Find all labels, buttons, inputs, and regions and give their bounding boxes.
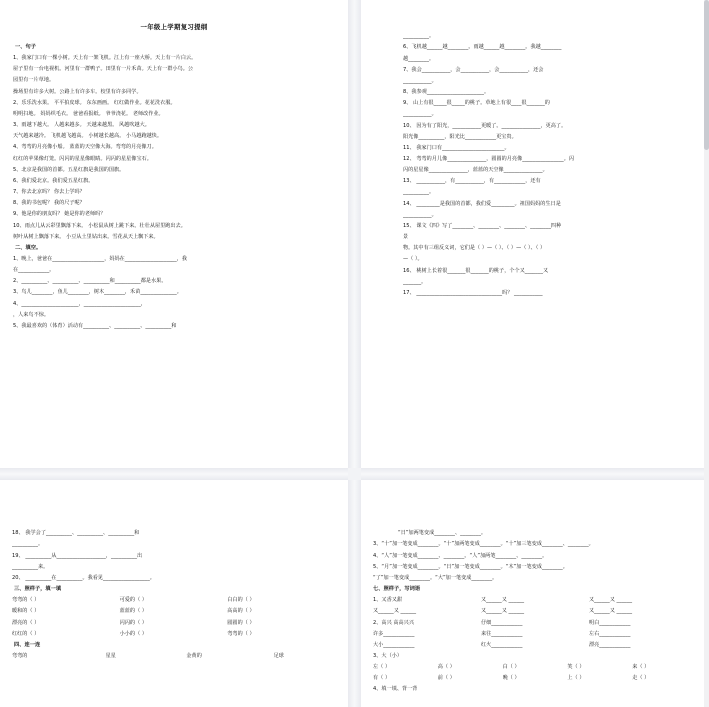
fill-grid-row — [12, 606, 335, 617]
antonym-cell: 左（ ） — [373, 664, 391, 671]
fill-blank-line: 8、我参观______________________。 — [403, 89, 490, 96]
fill-blank-line: 5、我最喜欢的（体育）活动有__________、__________、__________和 — [13, 322, 177, 329]
fill-blank-line: 18、 我学会了__________、__________、__________和 — [12, 530, 140, 537]
fill-cell: 弯弯的（ ） — [227, 630, 255, 637]
text-line: 2、乐乐洗水果。 平平拍皮球。 东东画画。 红红做作业。花花洗衣服。 — [13, 99, 176, 106]
fill-grid-row — [12, 595, 335, 606]
stroke-exercise-line: 4、“人”加一笔变成________、________。“人”加两笔________、________。 — [373, 552, 548, 559]
match-item: 星星 — [105, 653, 116, 659]
fill-blank-line: 10、 因为有了阳光，___________更暖了。_______________，更高了。 — [403, 122, 567, 129]
fill-blank-line: —（ ）。 — [403, 256, 423, 263]
antonym-row — [373, 662, 697, 673]
match-row — [12, 651, 335, 662]
document-page-2[interactable] — [361, 0, 709, 468]
word-pattern-row — [373, 618, 697, 629]
fill-cell: 弯弯的（ ） — [12, 597, 40, 604]
word-cell: 又______又 ______ — [373, 608, 417, 615]
word-cell: 左右____________ — [588, 630, 631, 637]
word-cell: 又______又 ______ — [480, 597, 525, 604]
page-gutter-horizontal-left — [0, 468, 348, 480]
text-line: 天气越来越冷。 飞机越飞越高。 小树越长越高。 小马越跑越快。 — [13, 133, 163, 140]
text-line: 9、他是你的朋友吗？ 她是你的老师吗？ — [13, 211, 106, 218]
stroke-exercise-line: 5、“月”加一笔变成________。“日”加一笔变成________。“木”加一笔变成________。 — [373, 563, 568, 570]
fill-grid-row — [12, 618, 335, 629]
match-item: 弯弯的 — [12, 653, 28, 659]
fill-cell: 可爱的（ ） — [119, 597, 148, 604]
scrollbar-thumb[interactable] — [704, 0, 709, 150]
document-page-3[interactable] — [0, 480, 348, 707]
fill-cell: 蓝蓝的（ ） — [119, 608, 148, 615]
word-cell: 许多____________ — [373, 630, 415, 637]
fill-blank-line: 15、 课文《四》写了________、________、________、________四种 — [403, 222, 562, 229]
fill-blank-line: 1、晚上，爸爸在____________________，妈妈在____________________，我 — [13, 255, 188, 262]
page-title: 一年级上学期复习提纲 — [140, 23, 208, 31]
fill-cell: 闪闪的（ ） — [119, 619, 148, 626]
section-heading-2: 二、填空。 — [15, 244, 42, 251]
section-heading-4: 四、连一连 — [14, 641, 41, 648]
text-line: 园里有一片草地。 — [13, 77, 55, 84]
text-line: 操场里有许多大树。公路上有许多车。校里有许多同学。 — [13, 88, 142, 95]
fill-blank-line: __________。 — [403, 33, 435, 40]
word-cell: 漂亮____________ — [588, 641, 631, 648]
word-pattern-row — [373, 640, 697, 651]
match-item: 足球 — [273, 653, 284, 659]
page-gutter-vertical-bottom — [348, 480, 361, 707]
text-line: 3、雨越下越大。 人越来越多。 天越来越黑。 风越吹越大。 — [13, 122, 150, 129]
section-heading-last: 4、填一填、背一背 — [373, 686, 418, 693]
fill-blank-line: ___________。 — [403, 111, 437, 118]
document-page-1[interactable] — [0, 0, 348, 468]
fill-blank-line: _______。 — [403, 278, 427, 285]
stroke-exercise-line: “了”加一笔变成________。“大”加一笔变成________。 — [373, 574, 498, 581]
word-cell: 大小____________ — [373, 641, 415, 648]
antonym-row — [373, 673, 697, 684]
word-pattern-row — [373, 595, 697, 606]
fill-blank-line: 越________。 — [403, 55, 435, 62]
fill-cell: 高高的（ ） — [227, 608, 255, 615]
page-gutter-horizontal-right — [361, 468, 709, 480]
fill-blank-line: 2、__________、__________、__________和__________都是水果。 — [13, 278, 167, 285]
fill-blank-line: 6、飞机越______越________。雨越______越________。我越________ — [403, 44, 562, 51]
text-line: 1、我家门口有一棵小树。天上有一架飞机。江上有一座大桥。天上有一片白云。 — [13, 55, 197, 62]
scrollbar-track[interactable] — [704, 0, 709, 707]
stroke-exercise-line: “日”加两笔变成________、________。 — [398, 530, 487, 537]
fill-blank-line: ___________。 — [403, 77, 437, 84]
text-line: 6、我们爱北京。我们爱五星红旗。 — [13, 177, 94, 184]
fill-blank-line: 16、 桃树上长着很_______很_______的桃子，个个又_______又 — [403, 267, 549, 274]
antonym-cell: 白（ ） — [502, 664, 520, 671]
fill-blank-line: __________。 — [12, 541, 44, 548]
fill-blank-line: 闪的星星像_______________，蓝蓝的天空像_______________。 — [403, 167, 548, 174]
fill-blank-line: 3、鸟儿________，鱼儿________，树木________，禾苗______________。 — [13, 289, 182, 296]
section-heading-1: 一、句子 — [15, 44, 36, 50]
fill-blank-line: 景 — [403, 234, 409, 241]
fill-blank-line: 在____________。 — [13, 267, 55, 274]
fill-blank-line: __________。 — [403, 189, 435, 196]
section-heading-7: 七、照样子，写词语 — [373, 586, 421, 593]
text-line: 10、雨点儿从云彩里飘落下来。 小松鼠从树上跳下来。壮壮从屋里跑出去。 — [13, 222, 186, 229]
page-gutter-vertical — [348, 0, 361, 468]
fill-cell: 漂亮的（ ） — [12, 619, 40, 626]
word-cell: 又______又 ______ — [588, 597, 633, 604]
word-cell: 2、高兴 高高兴兴 — [373, 619, 414, 626]
antonym-cell: 走（ ） — [632, 675, 650, 682]
fill-blank-line: 13、 ___________，有___________，有____________，还有 — [403, 178, 541, 185]
fill-blank-line: ___________。 — [403, 211, 437, 218]
text-line: 5、北京是我国的首都。五星红旗是我国的国旗。 — [13, 166, 125, 173]
text-line: 屋子里有一台电视机。河里有一群鸭子。田里有一片禾苗。天上有一群小鸟。公 — [13, 66, 194, 73]
word-pattern-row — [373, 629, 697, 640]
stroke-exercise-line: 3、“十”加一笔变成________。“十”加两笔变成________。“十”加三笔变成________、________。 — [373, 541, 594, 548]
antonym-cell: 高（ ） — [437, 664, 455, 671]
fill-blank-line: 7、我会___________，会___________，会___________，还会 — [403, 66, 544, 73]
text-line: 4、弯弯的月亮像小船。 蓝蓝的天空像大海。弯弯的月亮像刀。 — [13, 144, 157, 151]
fill-blank-line: __________来。 — [12, 563, 49, 570]
antonym-cell: 上（ ） — [567, 675, 585, 682]
word-cell: 又______又 ______ — [480, 608, 525, 615]
page-gutter-cross — [348, 468, 361, 480]
fill-blank-line: 11、 我家门口有________________________。 — [403, 144, 510, 151]
fill-blank-line: 14、 _________是我国的首都，我们爱_________。祖国妈妈的生日是 — [403, 200, 561, 207]
fill-blank-line: 17、 _________________________________吗？ ___________ — [403, 289, 543, 296]
word-cell: 仔细____________ — [480, 619, 523, 626]
fill-blank-line: 9、 山上有很_____很_____的桃子。草地上有很____很_______的 — [403, 100, 550, 107]
text-line: 明明扫地。 妈妈织毛衣。 爸爸看报纸。 爷爷浇花。 老师改作业。 — [13, 110, 164, 117]
fill-cell: 小小的（ ） — [119, 630, 148, 637]
fill-blank-line: 4、______________________，______________________， — [13, 300, 146, 307]
fill-cell: 红红的（ ） — [12, 630, 40, 637]
text-line: 红红的苹果像灯笼。闪闪的星星像眼睛。闪闪的星星像宝石。 — [13, 155, 152, 162]
word-pattern-row — [373, 606, 697, 617]
antonym-cell: 来（ ） — [632, 664, 650, 671]
fill-blank-line: 阳光像__________，阳光比____________更宝贵。 — [403, 133, 517, 140]
fill-blank-line: 物。其中有三组反义词，它们是（ ）—（ ）、（ ）—（ ）、（ ） — [403, 245, 546, 252]
word-cell: 明白____________ — [588, 619, 631, 626]
word-cell: 红火____________ — [480, 641, 523, 648]
antonym-cell: 笑（ ） — [567, 664, 585, 671]
fill-blank-line: 19、 __________从___________________，__________出 — [12, 552, 143, 559]
antonym-cell: 前（ ） — [437, 675, 455, 682]
section-heading-3: 三、照样子，填一填 — [14, 586, 62, 593]
word-cell: 1、又香又甜 — [373, 597, 403, 604]
match-item: 金黄的 — [186, 653, 202, 659]
fill-cell: 暖和的（ ） — [12, 608, 40, 615]
text-line: 7、你去北京吗？ 你去上学吗？ — [13, 189, 85, 196]
word-cell: 又______又 ______ — [588, 608, 633, 615]
fill-cell: 圆圆的（ ） — [227, 619, 255, 626]
antonym-cell: 晚（ ） — [502, 675, 520, 682]
fill-blank-line: 12、 弯弯的月儿像_______________，圆圆的月亮像________________。闪 — [403, 156, 575, 162]
antonym-heading: 3、大（小） — [373, 653, 403, 659]
document-page-4[interactable] — [361, 480, 709, 707]
word-cell: 来往____________ — [480, 630, 523, 637]
fill-cell: 白白的（ ） — [227, 597, 255, 604]
text-line: 8、我的书包呢？ 我的尺子呢？ — [13, 200, 85, 207]
text-line: 树叶从树上飘落下来。 小豆从土里钻出来。雪花从天上飘下来。 — [13, 233, 159, 240]
antonym-cell: 有（ ） — [373, 675, 391, 682]
fill-blank-line: 20、 __________在__________。我看见__________________。 — [12, 574, 155, 581]
fill-blank-line: ，人来鸟不惊。 — [13, 311, 50, 318]
fill-grid-row — [12, 629, 335, 640]
